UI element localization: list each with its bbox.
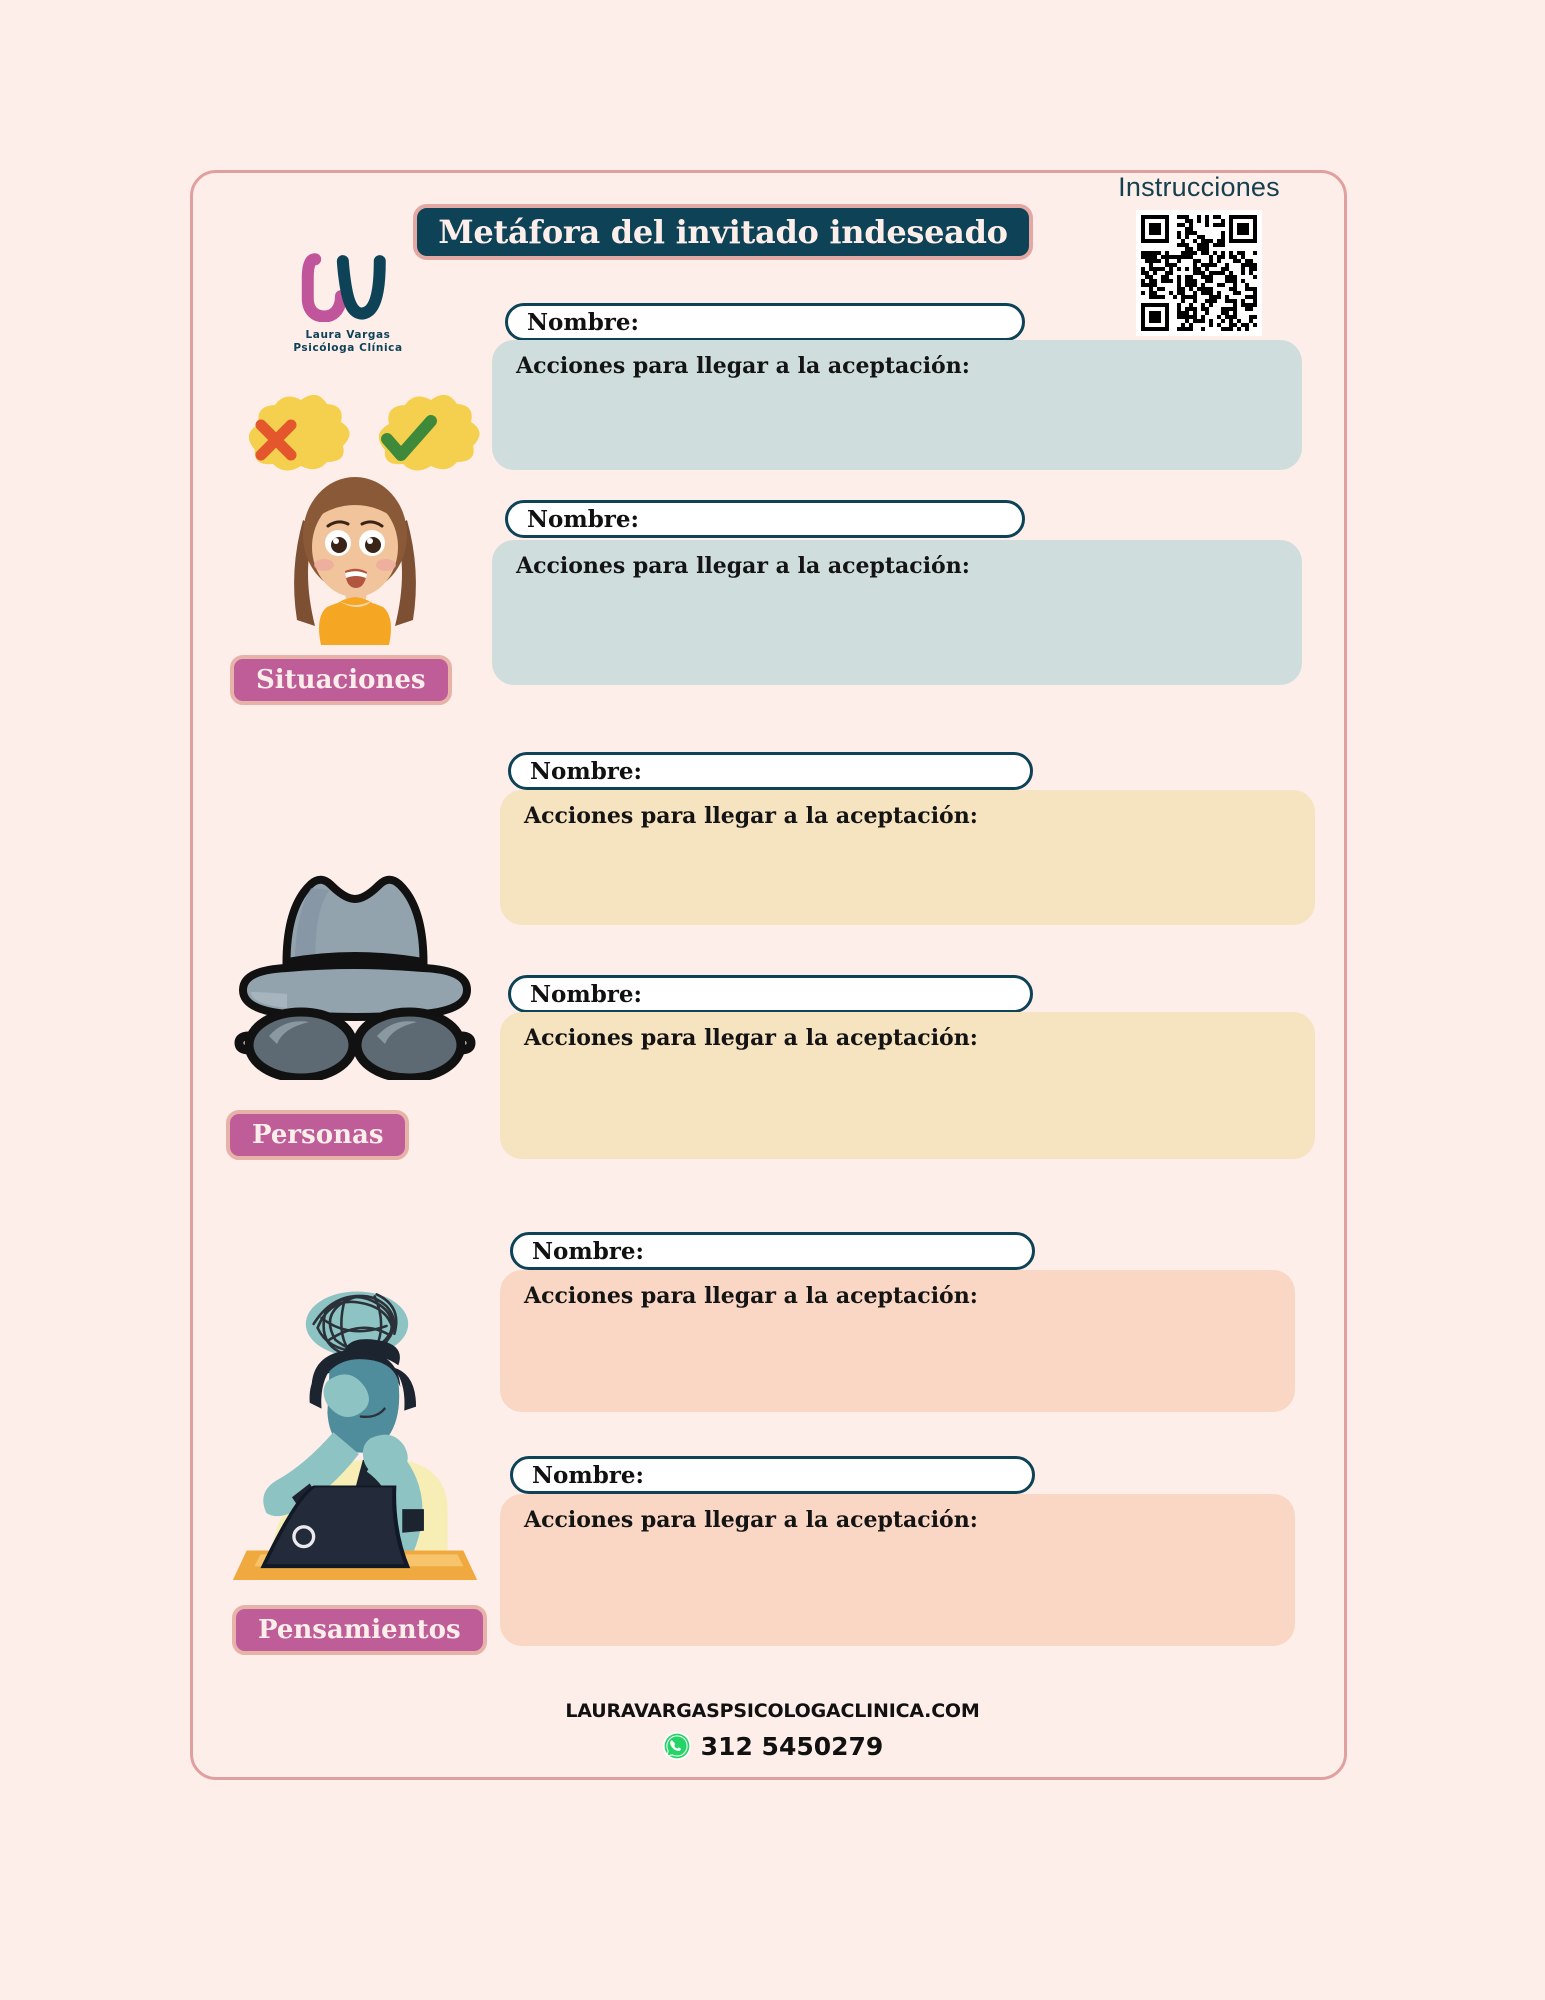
stressed-person-laptop-icon bbox=[225, 1255, 485, 1580]
brand-logo bbox=[288, 250, 408, 360]
section-illustration-personas bbox=[225, 840, 485, 1080]
actions-field-label: Acciones para llegar a la aceptación: bbox=[524, 1283, 978, 1309]
name-input-label: Nombre: bbox=[530, 757, 643, 785]
instructions-block bbox=[1104, 172, 1294, 336]
actions-field-label: Acciones para llegar a la aceptación: bbox=[524, 803, 978, 829]
name-input-label: Nombre: bbox=[527, 308, 640, 336]
actions-field-label: Acciones para llegar a la aceptación: bbox=[524, 1507, 978, 1533]
phone-number: 312 5450279 bbox=[700, 1731, 884, 1761]
section-illustration-pensamientos bbox=[225, 1255, 485, 1580]
name-input-label: Nombre: bbox=[532, 1461, 645, 1489]
actions-field-personas-2[interactable] bbox=[500, 1012, 1315, 1159]
brand-name-line1: Laura Vargas bbox=[305, 329, 391, 341]
actions-field-situaciones-2[interactable] bbox=[492, 540, 1302, 685]
website-text: LAURAVARGASPSICOLOGACLINICA.COM bbox=[565, 1700, 980, 1722]
actions-field-personas-1[interactable] bbox=[500, 790, 1315, 925]
name-input-situaciones-1[interactable] bbox=[505, 303, 1025, 341]
section-badge-situaciones bbox=[230, 655, 452, 705]
actions-field-label: Acciones para llegar a la aceptación: bbox=[516, 553, 970, 579]
name-input-situaciones-2[interactable] bbox=[505, 500, 1025, 538]
section-badge-personas bbox=[226, 1110, 409, 1160]
section-badge-pensamientos bbox=[232, 1605, 487, 1655]
footer bbox=[0, 1700, 1545, 1761]
qr-code-glyph bbox=[1141, 215, 1257, 331]
name-input-personas-1[interactable] bbox=[508, 752, 1033, 790]
section-badge-label: Situaciones bbox=[256, 665, 426, 695]
section-badge-label: Pensamientos bbox=[258, 1615, 461, 1645]
page-title: Metáfora del invitado indeseado bbox=[438, 213, 1008, 251]
name-input-pensamientos-2[interactable] bbox=[510, 1456, 1035, 1494]
worksheet-title-banner bbox=[413, 204, 1033, 260]
name-input-label: Nombre: bbox=[527, 505, 640, 533]
actions-field-label: Acciones para llegar a la aceptación: bbox=[516, 353, 970, 379]
name-input-label: Nombre: bbox=[532, 1237, 645, 1265]
brand-name-line2: Psicóloga Clínica bbox=[293, 341, 403, 354]
actions-field-pensamientos-2[interactable] bbox=[500, 1494, 1295, 1646]
instructions-label: Instrucciones bbox=[1118, 172, 1280, 202]
actions-field-situaciones-1[interactable] bbox=[492, 340, 1302, 470]
name-input-personas-2[interactable] bbox=[508, 975, 1033, 1013]
worried-girl-icon bbox=[225, 395, 485, 645]
name-input-pensamientos-1[interactable] bbox=[510, 1232, 1035, 1270]
name-input-label: Nombre: bbox=[530, 980, 643, 1008]
actions-field-pensamientos-1[interactable] bbox=[500, 1270, 1295, 1412]
qr-code-icon[interactable] bbox=[1136, 210, 1262, 336]
phone-row bbox=[0, 1731, 1545, 1761]
detective-hat-glasses-icon bbox=[225, 840, 485, 1080]
section-illustration-situaciones bbox=[225, 395, 485, 645]
brand-name bbox=[288, 329, 408, 355]
lv-monogram-icon bbox=[293, 250, 404, 322]
actions-field-label: Acciones para llegar a la aceptación: bbox=[524, 1025, 978, 1051]
section-badge-label: Personas bbox=[252, 1120, 384, 1150]
whatsapp-icon bbox=[662, 1731, 692, 1761]
